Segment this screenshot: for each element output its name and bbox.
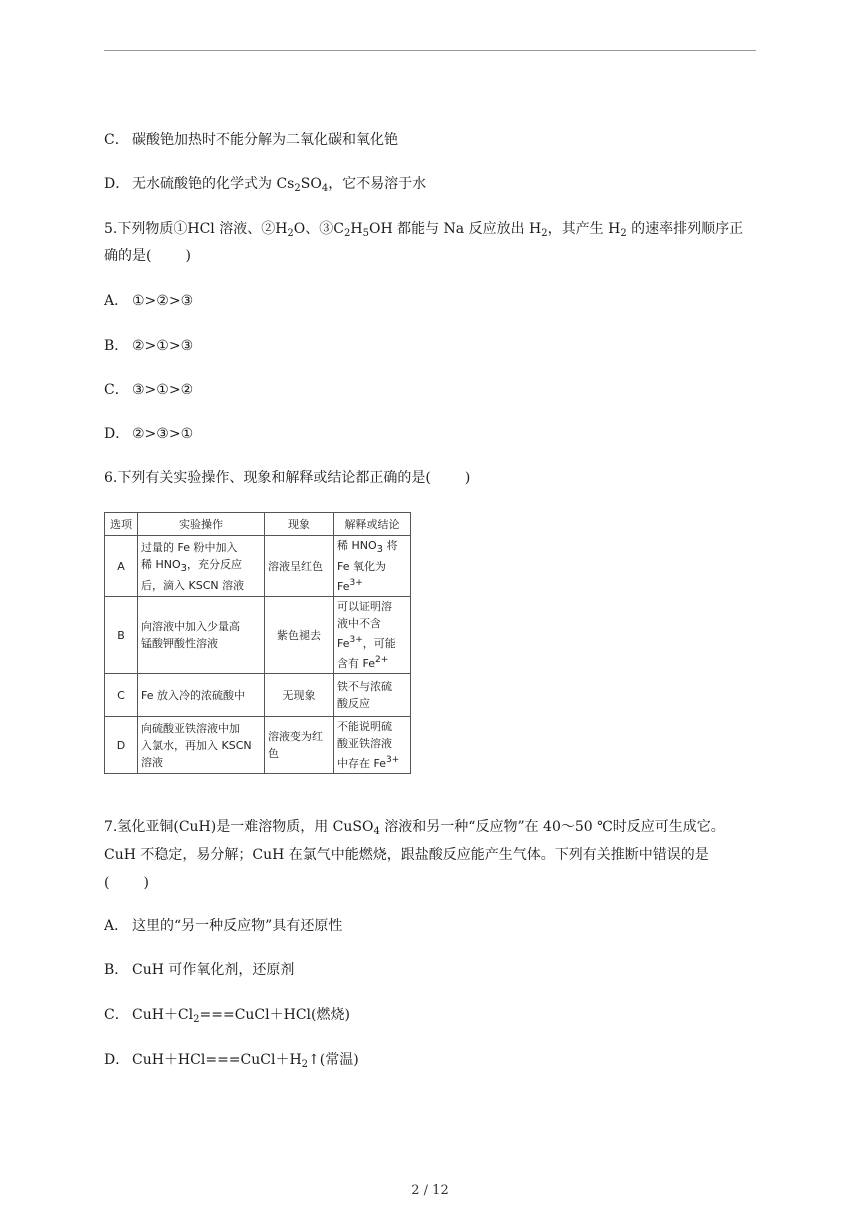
question-5-option-b: B． ②>①>③ [104,338,194,354]
cell-option: A [105,536,138,597]
question-5-stem: 5.下列物质①HCl 溶液、$②H_2O$、$③C_2H_5OH$ 都能与 Na 反应放出 $H_2$，其产生 $H_2$ 的速率排列顺序正 [104,221,744,239]
cell-phenomenon: 溶液呈红色 [265,536,334,597]
table-row [105,717,411,774]
table-header-row [105,513,411,536]
cell-option: B [105,597,138,674]
header-operation: 实验操作 [138,513,265,536]
option-c-prev: C． 碳酸铯加热时不能分解为二氧化碳和氧化铯 [104,132,398,148]
cell-option: D [105,717,138,774]
question-7-stem: 7.氢化亚铜(CuH)是一难溶物质，用 CuSO$_4$ 溶液和另一种“反应物”在 40～50 ℃时反应可生成它。 [104,819,725,837]
cell-phenomenon: 无现象 [265,674,334,717]
question-7-option-b: B． CuH 可作氧化剂，还原剂 [104,962,295,978]
cell-conclusion: 铁不与浓硫 酸反应 [334,674,411,717]
question-5-stem-line2: 确的是( ) [104,248,191,264]
header-option: 选项 [105,513,138,536]
header-conclusion: 解释或结论 [334,513,411,536]
table-row [105,597,411,674]
cell-operation: Fe 放入冷的浓硫酸中 [138,674,265,717]
question-5-option-c: C． ③>①>② [104,382,194,398]
cell-operation: 向硫酸亚铁溶液中加 入氯水，再加入 KSCN 溶液 [138,717,265,774]
cell-operation: 过量的 Fe 粉中加入 稀 HNO3，充分反应 后，滴入 KSCN 溶液 [138,536,265,597]
question-7-option-a: A． 这里的“另一种反应物”具有还原性 [104,918,343,934]
cell-conclusion: 可以证明溶 液中不含 $Fe^{3+}$，可能 含有 $Fe^{2+}$ [334,597,411,674]
table-row [105,674,411,717]
question-5-option-a: A． ①>②>③ [104,293,194,309]
question-7-option-c: C． $CuH+Cl_2===CuCl+HCl$(燃烧) [104,1007,350,1025]
cell-conclusion: 稀 HNO3 将 Fe 氧化为 $Fe^{3+}$ [334,536,411,597]
cell-conclusion: 不能说明硫 酸亚铁溶液 中存在 $Fe^{3+}$ [334,717,411,774]
header-phenomenon: 现象 [265,513,334,536]
question-5-option-d: D． ②>③>① [104,426,194,442]
page-number: 2 / 12 [411,1183,449,1198]
question-7-stem-line2: CuH 不稳定，易分解；CuH 在氯气中能燃烧，跟盐酸反应能产生气体。下列有关推断中错误的是 [104,847,709,863]
question-7-option-d: D． $CuH+HCl===CuCl+H_2↑$(常温) [104,1052,359,1070]
cell-option: C [105,674,138,717]
header-rule [104,50,756,51]
option-d-prev: D． 无水硫酸铯的化学式为 $Cs_2SO_4$，它不易溶于水 [104,176,427,194]
cell-operation: 向溶液中加入少量高 锰酸钾酸性溶液 [138,597,265,674]
question-7-stem-line3: ( ) [104,875,149,891]
table-row [105,536,411,597]
experiment-table [104,512,411,774]
question-6-stem: 6.下列有关实验操作、现象和解释或结论都正确的是( ) [104,470,471,486]
cell-phenomenon: 溶液变为红色 [265,717,334,774]
cell-phenomenon: 紫色褪去 [265,597,334,674]
